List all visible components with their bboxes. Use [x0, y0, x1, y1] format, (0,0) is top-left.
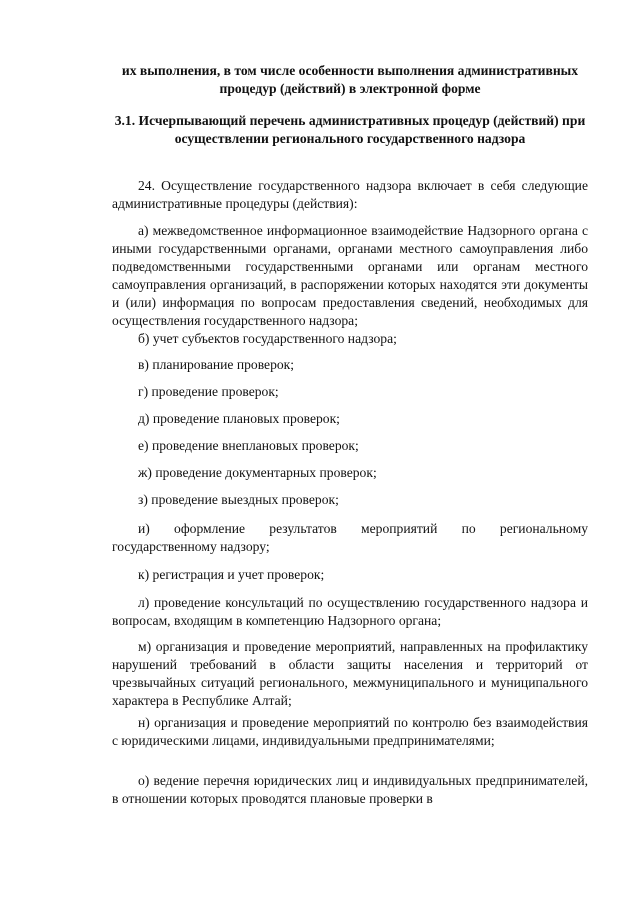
list-item-m: м) организация и проведение мероприятий, направленных на профилактику нарушений требований в области защиты населения и территорий от чрезвычайных ситуаций регионального, межмуниципального и муниципального характера в Республике Алтай;: [112, 639, 588, 708]
paragraph-24: 24. Осуществление государственного надзора включает в себя следующие административные процедуры (действия):: [112, 178, 588, 211]
list-item-e: е) проведение внеплановых проверок;: [138, 438, 359, 453]
list-item-g: г) проведение проверок;: [138, 384, 279, 399]
list-item-n: н) организация и проведение мероприятий по контролю без взаимодействия с юридическими лицами, индивидуальными предпринимателями;: [112, 715, 588, 748]
list-item-l: л) проведение консультаций по осуществлению государственного надзора и вопросам, входящим в компетенцию Надзорного органа;: [112, 595, 588, 628]
list-item-d: д) проведение плановых проверок;: [138, 411, 340, 426]
list-item-i: и) оформление результатов мероприятий по региональному государственному надзору;: [112, 521, 588, 554]
list-item-zh: ж) проведение документарных проверок;: [138, 465, 377, 480]
page-heading: их выполнения, в том числе особенности выполнения административных процедур (действий) в электронной форме: [121, 63, 579, 96]
list-item-v: в) планирование проверок;: [138, 357, 295, 372]
list-item-o: о) ведение перечня юридических лиц и индивидуальных предпринимателей, в отношении которых проводятся плановые проверки в: [112, 773, 588, 806]
list-item-k: к) регистрация и учет проверок;: [138, 567, 325, 582]
list-item-b: б) учет субъектов государственного надзора;: [138, 331, 397, 346]
section-title: 3.1. Исчерпывающий перечень административных процедур (действий) при осуществлении регионального государственного надзора: [114, 113, 586, 146]
list-item-z: з) проведение выездных проверок;: [138, 492, 339, 507]
list-item-a: а) межведомственное информационное взаимодействие Надзорного органа с иными государственными органами, органами местного самоуправления либо подведомственными государственными органами или органам местного самоуправления организаций, в распоряжении которых находятся эти документы и (или) информация по вопросам предоставления сведений, необходимых для осуществления государственного надзора;: [112, 223, 588, 328]
